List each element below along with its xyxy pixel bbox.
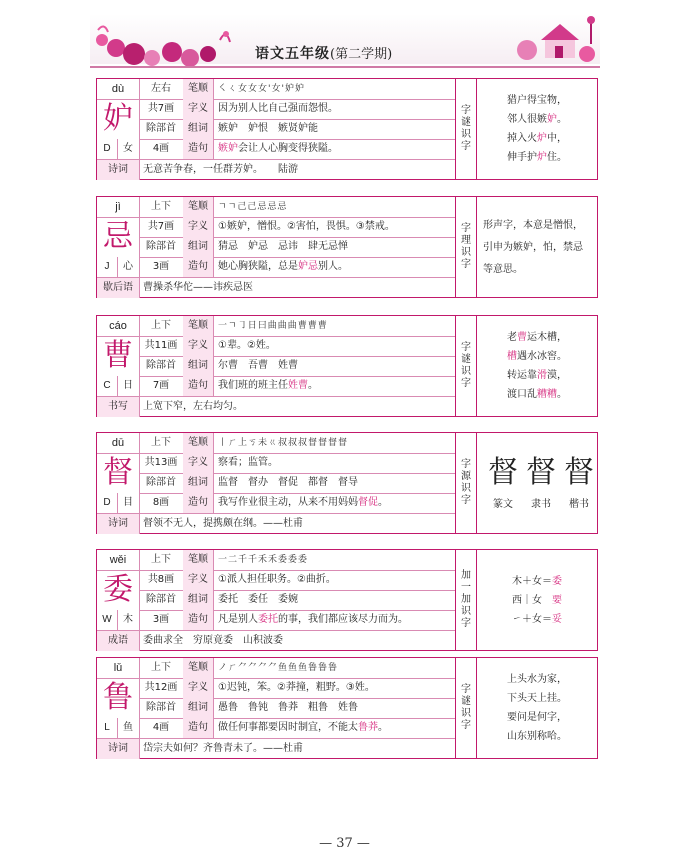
sentence-pre: 凡是别人 — [218, 614, 258, 625]
radical-desc: 除部首 — [139, 119, 184, 139]
method-label-char: 字 — [461, 342, 471, 353]
pinyin: dù — [97, 79, 140, 99]
stroke-order: 一二千千禾禾委委委 — [218, 555, 309, 565]
sentence-pre: 我们班的班主任 — [218, 380, 288, 391]
riddle-text: 伸手护 — [507, 152, 537, 163]
words: 愚鲁 鲁钝 鲁莽 粗鲁 姓鲁 — [218, 702, 358, 713]
meaning: 察看；监管。 — [218, 457, 278, 468]
method-label-char: 谜 — [461, 117, 471, 128]
pinyin: wěi — [97, 550, 140, 570]
row-meaning — [139, 570, 455, 591]
row-words — [139, 119, 455, 140]
method-label-char: 字 — [461, 141, 471, 152]
riddle-text: ㇀＋女＝ — [512, 613, 552, 625]
stroke-order: 一ㄱ㇆日曰曲曲曲曹曹曹 — [218, 321, 328, 331]
method-label-char: 字 — [461, 259, 471, 270]
card-info-table — [97, 433, 455, 533]
method-label-char: 源 — [461, 471, 471, 482]
index-letter: C — [97, 376, 118, 396]
riddle-text: 西｜女 — [512, 594, 552, 606]
etymology-text: 形声字，本意是憎恨，引申为嫉妒，怕，禁忌等意思。 — [483, 220, 583, 275]
words-label: 组词 — [183, 237, 214, 257]
riddle-line — [477, 708, 597, 727]
char-card — [96, 78, 598, 180]
riddle-text: 漠， — [547, 370, 567, 381]
method-label — [455, 550, 477, 650]
script-name: 篆文 — [493, 499, 513, 510]
extra-text: 上宽下窄，左右均匀。 — [143, 401, 243, 412]
riddle-highlight: 妒 — [547, 114, 557, 125]
row-pinyin — [97, 658, 455, 679]
extra-label: 诗词 — [97, 160, 140, 180]
row-meaning — [139, 678, 455, 699]
meaning: ①派人担任职务。②曲折。 — [218, 574, 336, 585]
riddle-highlight: 妥 — [552, 613, 562, 625]
row-extra — [97, 513, 455, 534]
sentence-label: 造句 — [183, 610, 214, 630]
row-words — [139, 237, 455, 258]
meaning: ①辈。②姓。 — [218, 340, 276, 351]
riddle-text: 老 — [507, 332, 517, 343]
method-label-char: 字 — [461, 223, 471, 234]
char-card — [96, 549, 598, 651]
page-number: — 37 — — [319, 836, 370, 851]
pinyin: dū — [97, 433, 140, 453]
riddle-line — [477, 328, 597, 347]
sentence-post: 别人。 — [318, 261, 348, 272]
remaining-strokes: 3画 — [139, 610, 184, 630]
script-glyph: 督 — [488, 455, 518, 490]
method-label-char: 识 — [461, 366, 471, 377]
riddle-line — [477, 610, 597, 629]
method-label — [455, 433, 477, 533]
row-extra — [97, 159, 455, 180]
index-letter: D — [97, 493, 118, 513]
riddle-text: 渡口乱 — [507, 389, 537, 400]
sentence-label: 造句 — [183, 376, 214, 396]
riddle-highlight: 委 — [552, 575, 562, 587]
row-sentence — [139, 139, 455, 160]
house-decoration-icon — [515, 14, 600, 66]
row-sentence — [139, 257, 455, 278]
words: 监督 督办 督促 都督 督导 — [218, 477, 358, 488]
meaning-label: 字义 — [183, 570, 214, 590]
extra-label: 诗词 — [97, 739, 140, 759]
method-label-char: 加 — [461, 570, 471, 581]
method-content — [477, 433, 597, 533]
method-label-char: 字 — [461, 720, 471, 731]
header-title-text: 语文五年级 — [255, 46, 330, 62]
method-label — [455, 79, 477, 179]
riddle-text: 山东别称哈。 — [507, 731, 567, 742]
index-letter: L — [97, 718, 118, 738]
script-name: 楷书 — [569, 499, 589, 510]
main-character: 委 — [97, 570, 140, 610]
radical-desc: 除部首 — [139, 356, 184, 376]
meaning-label: 字义 — [183, 99, 214, 119]
riddle-line — [477, 591, 597, 610]
method-content — [477, 550, 597, 650]
method-label-char: 字 — [461, 459, 471, 470]
pinyin: jì — [97, 197, 140, 217]
extra-label: 歇后语 — [97, 278, 140, 298]
riddle-text: 转运靠 — [507, 370, 537, 381]
row-pinyin — [97, 316, 455, 337]
sentence-post: 的事，我们都应该尽力而为。 — [278, 614, 408, 625]
sentence-highlight: 鲁莽 — [358, 722, 378, 733]
index-letter-radical — [97, 139, 140, 159]
remaining-strokes: 3画 — [139, 257, 184, 277]
method-content — [477, 197, 597, 297]
extra-label: 书写 — [97, 397, 140, 417]
radical: 日 — [123, 380, 133, 391]
strokes-label: 笔顺 — [183, 658, 214, 678]
row-words — [139, 698, 455, 719]
row-words — [139, 473, 455, 494]
method-content — [477, 79, 597, 179]
index-letter-radical — [97, 376, 140, 396]
extra-text: 委曲求全 穷原竟委 山积波委 — [143, 635, 283, 646]
remaining-strokes: 7画 — [139, 376, 184, 396]
structure: 上下 — [139, 316, 184, 336]
method-label — [455, 316, 477, 416]
method-label-char: 识 — [461, 708, 471, 719]
riddle-line — [477, 689, 597, 708]
method-label-char: 字 — [461, 618, 471, 629]
riddle-line — [477, 385, 597, 404]
page-header — [90, 14, 600, 72]
method-label-char: 理 — [461, 235, 471, 246]
sentence-label: 造句 — [183, 718, 214, 738]
index-letter: W — [97, 610, 118, 630]
words-label: 组词 — [183, 119, 214, 139]
radical: 木 — [123, 614, 133, 625]
row-sentence — [139, 718, 455, 739]
extra-label: 诗词 — [97, 514, 140, 534]
riddle-text: 。 — [557, 389, 567, 400]
index-letter-radical — [97, 257, 140, 277]
sentence-label: 造句 — [183, 493, 214, 513]
sentence — [214, 718, 458, 738]
riddle-line — [477, 347, 597, 366]
method-label-char: 一 — [461, 582, 471, 593]
riddle-text: 遇水冰窖。 — [517, 351, 567, 362]
riddle-highlight: 要 — [552, 594, 562, 606]
sentence-post: 。 — [378, 497, 388, 508]
method-content — [477, 316, 597, 416]
row-pinyin — [97, 79, 455, 100]
riddle-line — [477, 129, 597, 148]
meaning: ①迟钝，笨。②莽撞，粗野。③姓。 — [218, 682, 375, 693]
meaning-label: 字义 — [183, 217, 214, 237]
char-card — [96, 315, 598, 417]
riddle-highlight: 糟糟 — [537, 389, 557, 400]
riddle-highlight: 炉 — [537, 152, 547, 163]
main-character: 妒 — [97, 99, 140, 139]
row-extra — [97, 630, 455, 651]
sentence — [214, 376, 458, 396]
structure: 上下 — [139, 433, 184, 453]
structure: 上下 — [139, 550, 184, 570]
row-sentence — [139, 610, 455, 631]
riddle-highlight: 滑 — [537, 370, 547, 381]
words-label: 组词 — [183, 473, 214, 493]
remaining-strokes: 4画 — [139, 139, 184, 159]
header-subtitle: (第二学期) — [330, 47, 393, 62]
extra-text: 曹操杀华佗——讳疾忌医 — [143, 282, 253, 293]
extra-label: 成语 — [97, 631, 140, 651]
stroke-count: 共7画 — [139, 99, 184, 119]
radical-desc: 除部首 — [139, 590, 184, 610]
meaning: ①嫉妒，憎恨。②害怕，畏惧。③禁戒。 — [218, 221, 395, 232]
riddle-line — [477, 148, 597, 167]
sentence-highlight: 督促 — [358, 497, 378, 508]
method-label-char: 谜 — [461, 696, 471, 707]
row-words — [139, 590, 455, 611]
sentence-pre: 做任何事都要因时制宜，不能太 — [218, 722, 358, 733]
method-label — [455, 658, 477, 758]
row-pinyin — [97, 433, 455, 454]
words: 委托 委任 委婉 — [218, 594, 298, 605]
row-extra — [97, 738, 455, 759]
riddle-text: 。 — [557, 114, 567, 125]
radical: 女 — [123, 143, 133, 154]
riddle-text: 住。 — [547, 152, 567, 163]
extra-text: 无意苦争春，一任群芳妒。 陆游 — [143, 164, 298, 175]
card-info-table — [97, 550, 455, 650]
riddle-text: 运木槽， — [527, 332, 567, 343]
stroke-count: 共13画 — [139, 453, 184, 473]
header-title — [255, 43, 392, 63]
riddle-line — [477, 366, 597, 385]
sentence-pre: 她心胸狭隘，总是 — [218, 261, 298, 272]
riddle-line — [477, 727, 597, 746]
riddle-text: 邻人很嫉 — [507, 114, 547, 125]
index-letter-radical — [97, 493, 140, 513]
sentence-highlight: 委托 — [258, 614, 278, 625]
card-info-table — [97, 79, 455, 179]
riddle-text: 猎户得宝物， — [507, 95, 567, 106]
main-character: 曹 — [97, 336, 140, 376]
method-content — [477, 658, 597, 758]
radical: 目 — [123, 497, 133, 508]
row-sentence — [139, 376, 455, 397]
extra-text: 督领不无人，提携颇在纲。——杜甫 — [143, 518, 303, 529]
stroke-order: 丨ㄏ上ㄎ未ㄍ叔叔叔督督督督 — [218, 438, 349, 448]
index-letter: J — [97, 257, 118, 277]
words-label: 组词 — [183, 356, 214, 376]
radical: 心 — [123, 261, 133, 272]
words: 嫉妒 妒恨 嫉贤妒能 — [218, 123, 318, 134]
sentence-post: 会让人心胸变得狭隘。 — [238, 143, 338, 154]
words: 猜忌 妒忌 忌讳 肆无忌惮 — [218, 241, 348, 252]
main-character: 督 — [97, 453, 140, 493]
card-info-table — [97, 316, 455, 416]
sentence-highlight: 嫉妒 — [218, 143, 238, 154]
meaning: 因为别人比自己强而怨恨。 — [218, 103, 338, 114]
stroke-count: 共12画 — [139, 678, 184, 698]
main-character: 鲁 — [97, 678, 140, 718]
riddle-text: 掉入火 — [507, 133, 537, 144]
row-pinyin — [97, 550, 455, 571]
sentence-pre: 我写作业很主动，从来不用妈妈 — [218, 497, 358, 508]
stroke-order: ノㄏ⺈⺈⺈⺈鱼鱼鱼鲁鲁鲁 — [218, 663, 339, 673]
stroke-count: 共8画 — [139, 570, 184, 590]
method-label-char: 字 — [461, 105, 471, 116]
riddle-text: 要问是何字， — [507, 712, 567, 723]
riddle-line — [477, 110, 597, 129]
riddle-text: 下头天上挂。 — [507, 693, 567, 704]
script-name: 隶书 — [531, 499, 551, 510]
method-label-char: 字 — [461, 684, 471, 695]
strokes-label: 笔顺 — [183, 433, 214, 453]
stroke-count: 共11画 — [139, 336, 184, 356]
char-card — [96, 657, 598, 759]
method-label-char: 识 — [461, 247, 471, 258]
words-label: 组词 — [183, 698, 214, 718]
words: 尔曹 吾曹 姓曹 — [218, 360, 298, 371]
char-card — [96, 432, 598, 534]
card-info-table — [97, 658, 455, 758]
row-words — [139, 356, 455, 377]
char-card — [96, 196, 598, 298]
row-meaning — [139, 453, 455, 474]
card-info-table — [97, 197, 455, 297]
method-label-char: 谜 — [461, 354, 471, 365]
riddle-line — [477, 670, 597, 689]
row-extra — [97, 396, 455, 417]
index-letter: D — [97, 139, 118, 159]
riddle-highlight: 曹 — [517, 332, 527, 343]
method-label-char: 字 — [461, 378, 471, 389]
sentence-highlight: 姓曹 — [288, 380, 308, 391]
stroke-order: ㄱㄱ己己忌忌忌 — [218, 202, 288, 212]
method-label-char: 字 — [461, 495, 471, 506]
method-label-char: 识 — [461, 483, 471, 494]
meaning-label: 字义 — [183, 678, 214, 698]
row-meaning — [139, 217, 455, 238]
radical: 鱼 — [123, 722, 133, 733]
radical-desc: 除部首 — [139, 698, 184, 718]
method-label-char: 识 — [461, 606, 471, 617]
method-label-char: 加 — [461, 594, 471, 605]
row-sentence — [139, 493, 455, 514]
riddle-line — [477, 572, 597, 591]
row-pinyin — [97, 197, 455, 218]
riddle-text: 木＋女＝ — [512, 575, 552, 587]
structure: 上下 — [139, 658, 184, 678]
script-glyph: 督 — [564, 455, 594, 490]
meaning-label: 字义 — [183, 453, 214, 473]
stroke-count: 共7画 — [139, 217, 184, 237]
sentence-label: 造句 — [183, 257, 214, 277]
header-rule — [90, 66, 600, 68]
sentence — [214, 257, 458, 277]
index-letter-radical — [97, 610, 140, 630]
sentence — [214, 139, 458, 159]
method-label-char: 识 — [461, 129, 471, 140]
structure: 上下 — [139, 197, 184, 217]
remaining-strokes: 8画 — [139, 493, 184, 513]
script-glyph: 督 — [526, 455, 556, 490]
strokes-label: 笔顺 — [183, 316, 214, 336]
sentence-post: 。 — [378, 722, 388, 733]
strokes-label: 笔顺 — [183, 550, 214, 570]
sentence — [214, 610, 458, 630]
words-label: 组词 — [183, 590, 214, 610]
pinyin: cáo — [97, 316, 140, 336]
riddle-text: 上头水为家， — [507, 674, 567, 685]
remaining-strokes: 4画 — [139, 718, 184, 738]
structure: 左右 — [139, 79, 184, 99]
radical-desc: 除部首 — [139, 473, 184, 493]
extra-text: 岱宗夫如何？齐鲁青未了。——杜甫 — [143, 743, 303, 754]
main-character: 忌 — [97, 217, 140, 257]
riddle-highlight: 炉 — [537, 133, 547, 144]
riddle-line — [477, 91, 597, 110]
stroke-order: ㇛ㄑ女女女'女'妒妒 — [218, 84, 305, 94]
riddle-highlight: 槽 — [507, 351, 517, 362]
row-meaning — [139, 99, 455, 120]
index-letter-radical — [97, 718, 140, 738]
sentence-post: 。 — [308, 380, 318, 391]
row-meaning — [139, 336, 455, 357]
strokes-label: 笔顺 — [183, 79, 214, 99]
sentence-highlight: 妒忌 — [298, 261, 318, 272]
radical-desc: 除部首 — [139, 237, 184, 257]
sentence-label: 造句 — [183, 139, 214, 159]
riddle-text: 中， — [547, 133, 567, 144]
sentence — [214, 493, 458, 513]
row-extra — [97, 277, 455, 298]
meaning-label: 字义 — [183, 336, 214, 356]
pinyin: lǔ — [97, 658, 140, 678]
strokes-label: 笔顺 — [183, 197, 214, 217]
flower-decoration-icon — [90, 20, 240, 66]
method-label — [455, 197, 477, 297]
